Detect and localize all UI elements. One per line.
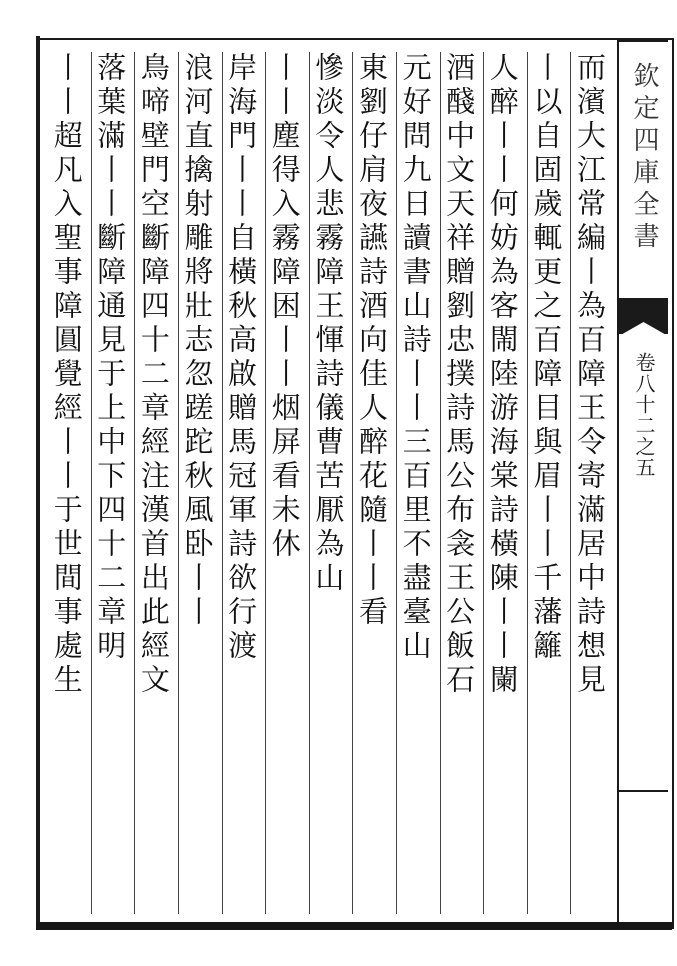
text-column: 東劉仔肩夜讌詩酒向佳人醉花隨丨丨看: [352, 52, 396, 914]
text-column: 鳥啼壁門空斷障四十二章經注漢首出此經文: [134, 52, 178, 914]
margin-top-line: [619, 40, 668, 42]
text-column: 岸海門丨丨自橫秋高啟贈馬冠軍詩欲行渡: [222, 52, 266, 914]
text-column: 慘淡令人悲霧障王惲詩儀曹苦厭為山: [309, 52, 353, 914]
text-column: 丨以自固歲輒更之百障目與眉丨丨千藩籬: [527, 52, 571, 914]
frame-bottom-border: [36, 922, 672, 930]
margin-volume-label: 卷八十二之五: [632, 352, 656, 478]
text-column: 丨丨塵得入霧障困丨丨烟屏看未休: [265, 52, 309, 914]
text-column: 落葉滿丨丨斷障通見于上中下四十二章明: [91, 52, 135, 914]
text-column: 元好問九日讀書山詩丨丨三百里不盡臺山: [396, 52, 440, 914]
text-columns: [48, 52, 614, 914]
text-column: 而濱大江常編丨為百障王令寄滿居中詩想見: [570, 52, 614, 914]
margin-lower-line: [619, 790, 668, 792]
text-column: 浪河直擒射雕將壯志忽蹉跎秋風卧丨丨: [178, 52, 222, 914]
text-column: 人醉丨丨何妨為客閙陸游海棠詩橫陳丨丨闌: [483, 52, 527, 914]
text-column: 丨丨超凡入聖事障圓覺經丨丨于世間事處生: [49, 52, 84, 698]
margin-book-title: 欽定四庫全書: [629, 62, 659, 254]
text-column: 酒醆中文天祥贈劉忠撲詩馬公布衾王公飯石: [440, 52, 484, 914]
